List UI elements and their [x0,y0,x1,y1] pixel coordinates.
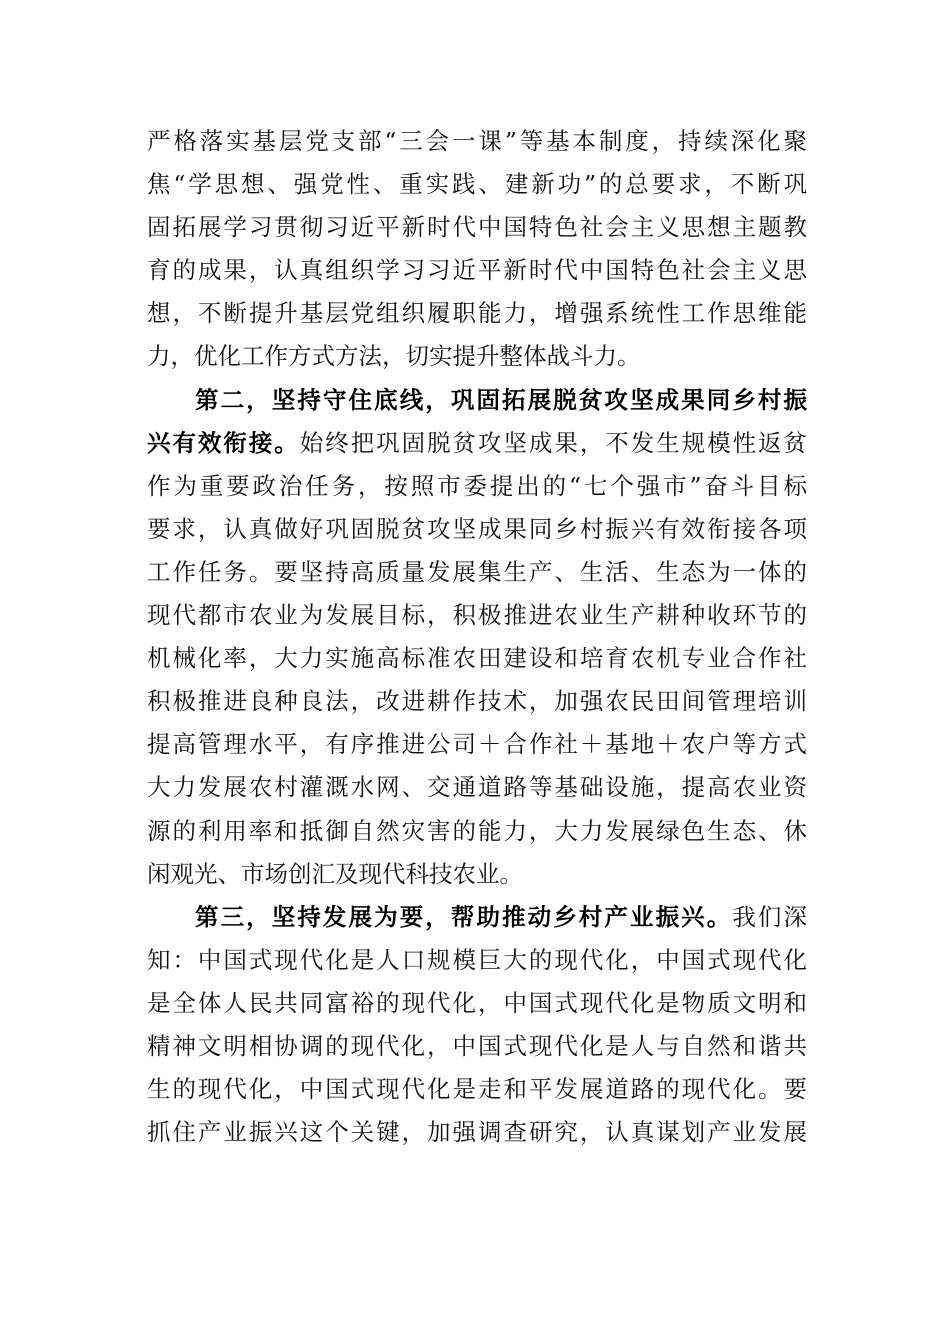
text-line: 作为重要政治任务，按照市委提出的“七个强市”奋斗目标 [147,471,807,500]
paragraph-3 [147,896,807,1155]
text-line: 大力发展农村灌溉水网、交通道路等基础设施，提高农业资 [147,773,807,802]
text-line: 要求，认真做好巩固脱贫攻坚成果同乡村振兴有效衔接各项 [147,514,807,543]
paragraph-2 [147,379,807,896]
text-line: 积极推进良种良法，改进耕作技术，加强农民田间管理培训 [147,687,807,716]
text-line: 知：中国式现代化是人口规模巨大的现代化，中国式现代化 [147,945,807,974]
text-line: 固拓展学习贯彻习近平新时代中国特色社会主义思想主题教 [147,213,807,242]
text-line: 力，优化工作方式方法，切实提升整体战斗力。 [147,342,641,371]
text-line: 生的现代化，中国式现代化是走和平发展道路的现代化。要 [147,1075,807,1104]
paragraph-2-text: 始终把巩固脱贫攻坚成果，不发生规模性返贫 [299,428,807,457]
paragraph-3-heading: 第三，坚持发展为要，帮助推动乡村产业振兴。 [195,902,733,931]
paragraph-3-text: 我们深 [732,902,807,931]
text-line: 现代都市农业为发展目标，积极推进农业生产耕种收环节的 [147,601,807,630]
text-line: 闲观光、市场创汇及现代科技农业。 [147,859,523,888]
text-line: 机械化率，大力实施高标准农田建设和培育农机专业合作社 [147,644,807,673]
text-line: 想，不断提升基层党组织履职能力，增强系统性工作思维能 [147,299,807,328]
text-line [147,379,807,422]
text-line: 育的成果，认真组织学习习近平新时代中国特色社会主义思 [147,256,807,285]
document-body [147,120,807,1154]
text-line: 抓住产业振兴这个关键，加强调查研究，认真谋划产业发展 [147,1118,807,1147]
text-line: 源的利用率和抵御自然灾害的能力，大力发展绿色生态、休 [147,816,807,845]
text-line: 工作任务。要坚持高质量发展集生产、生活、生态为一体的 [147,557,807,586]
text-line: 焦“学思想、强党性、重实践、建新功”的总要求，不断巩 [147,170,807,199]
paragraph-2-heading: 第二，坚持守住底线，巩固拓展脱贫攻坚成果同乡村振 [195,385,807,414]
text-line: 精神文明相协调的现代化，中国式现代化是人与自然和谐共 [147,1031,807,1060]
text-line [147,422,807,465]
text-line: 是全体人民共同富裕的现代化，中国式现代化是物质文明和 [147,988,807,1017]
text-line [147,896,807,939]
paragraph-2-heading-end: 兴有效衔接。 [147,428,300,457]
text-line: 提高管理水平，有序推进公司＋合作社＋基地＋农户等方式 [147,730,807,759]
text-line: 严格落实基层党支部“三会一课”等基本制度，持续深化聚 [147,127,807,155]
paragraph-1 [147,120,807,379]
